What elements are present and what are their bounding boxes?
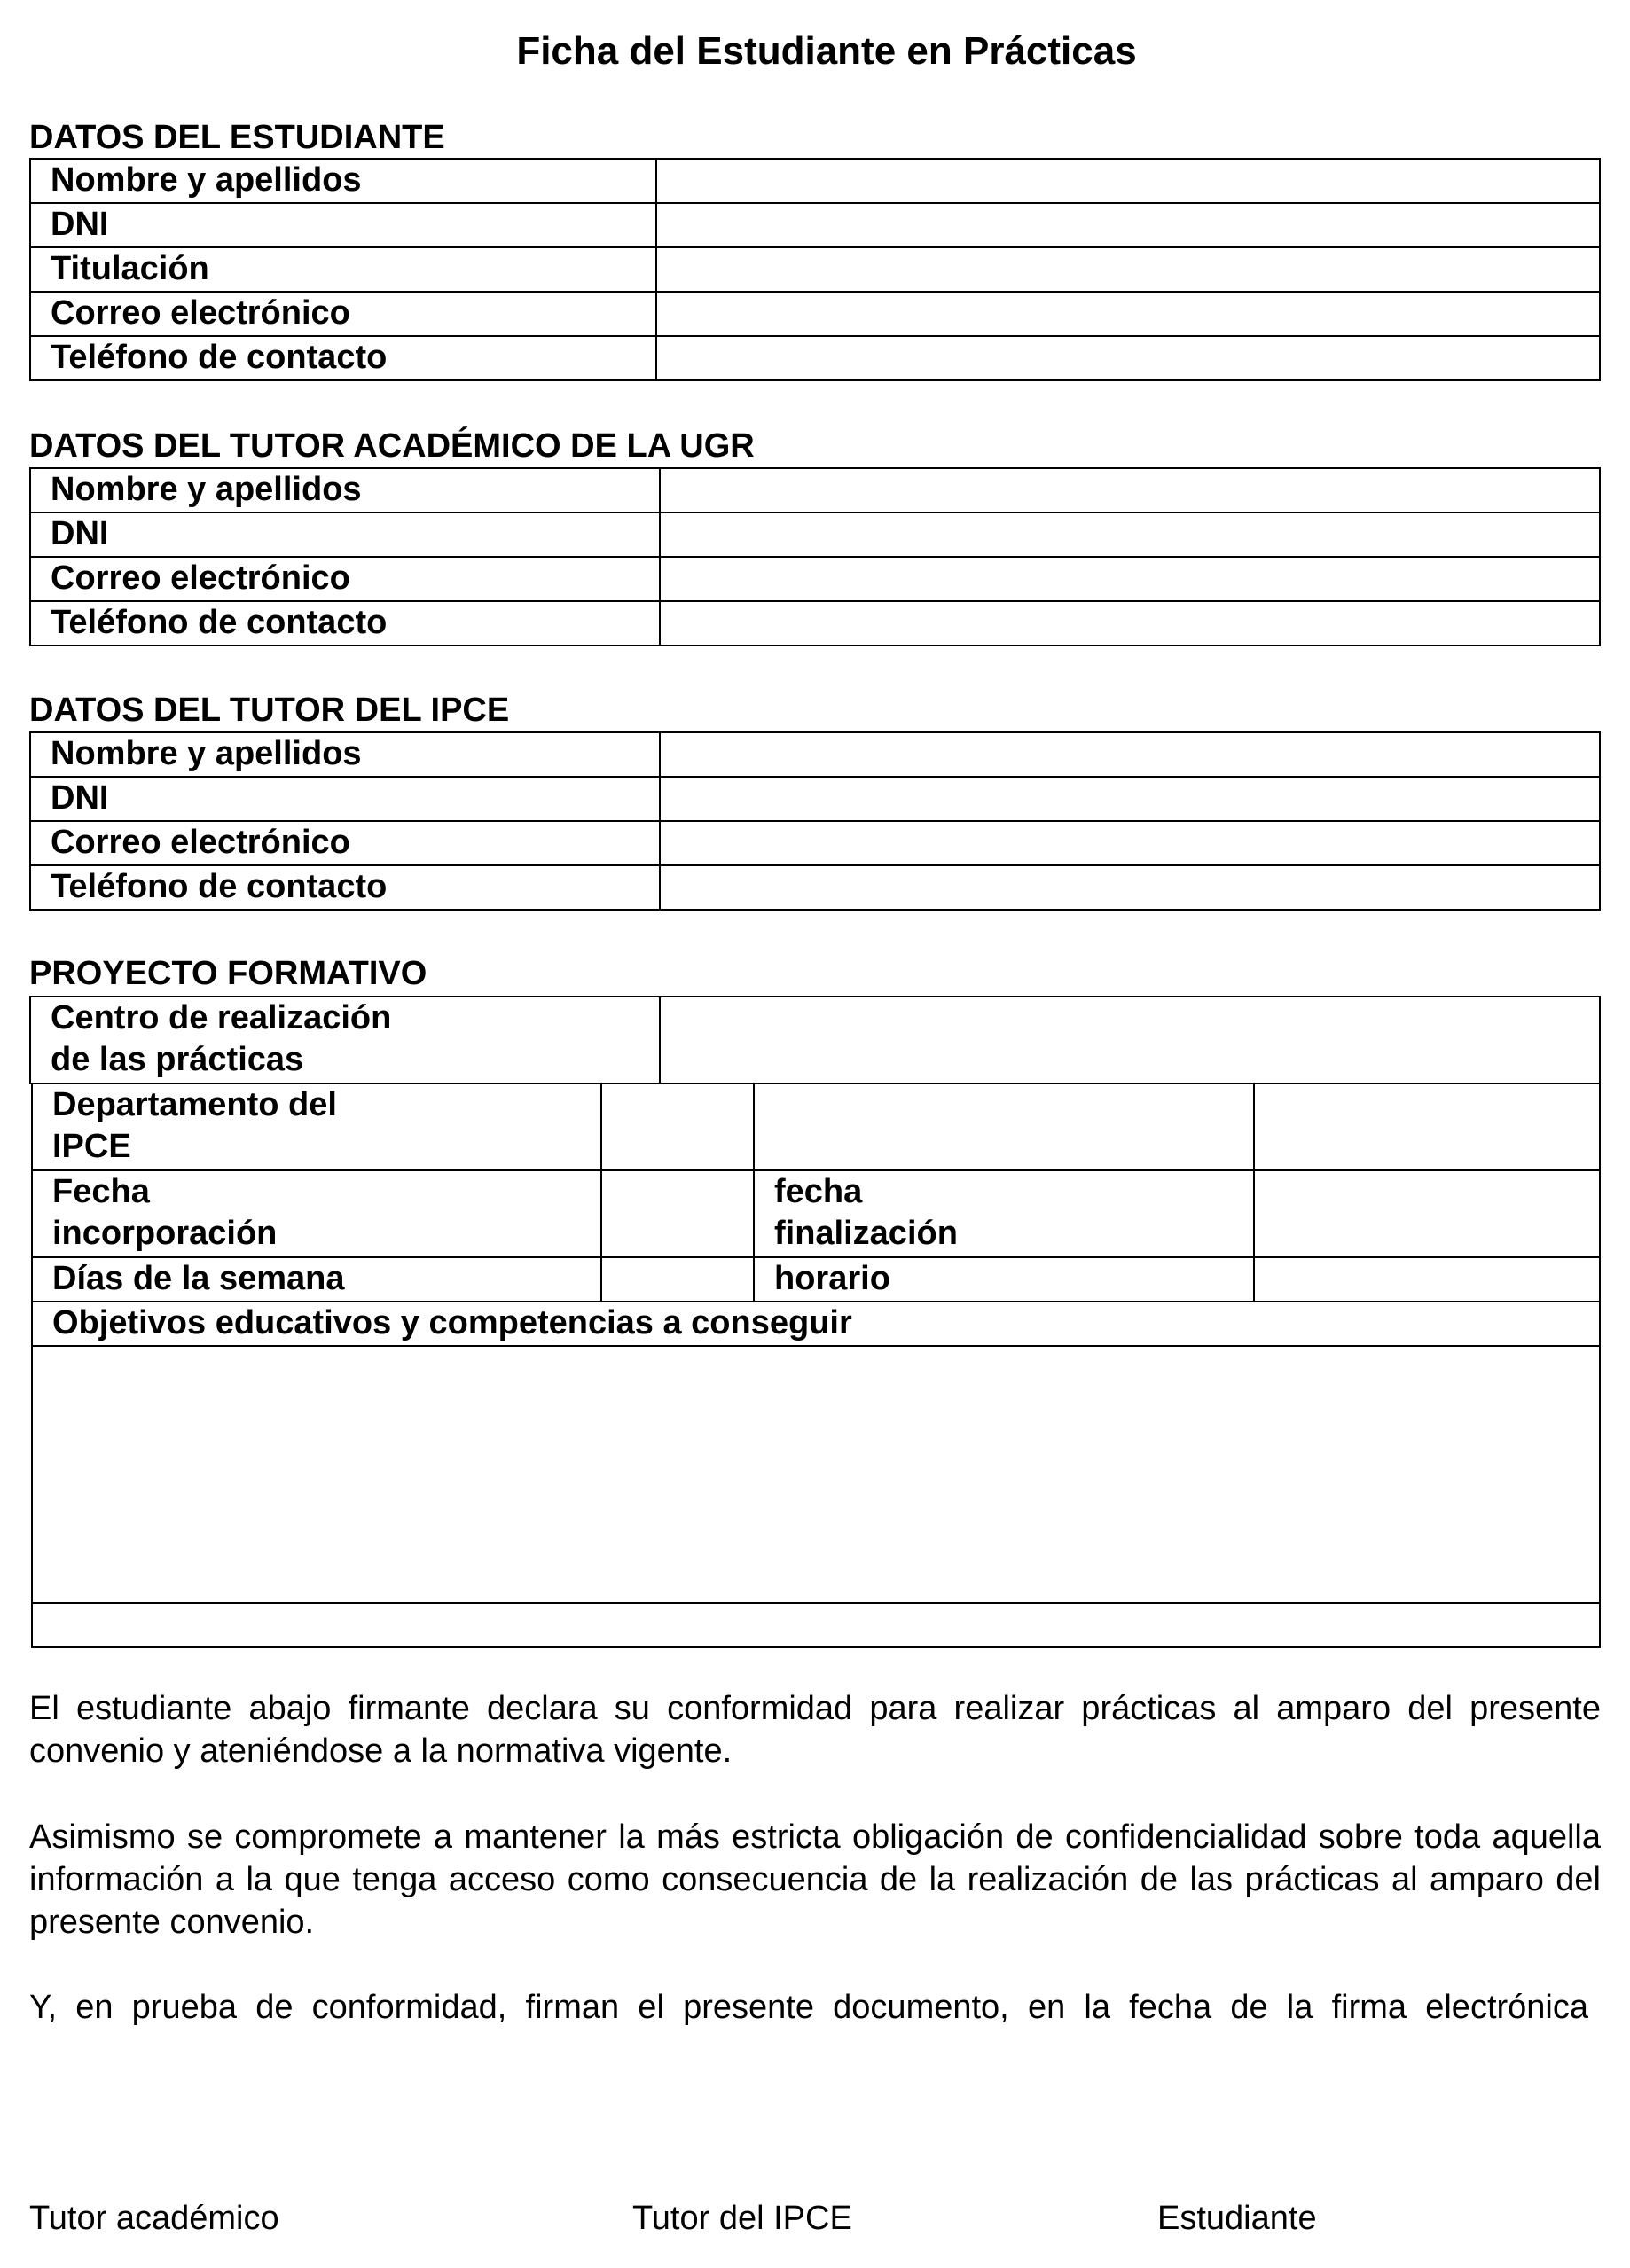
table-proyecto xyxy=(31,1083,1601,1648)
field-departamento-extra[interactable] xyxy=(754,1083,1254,1170)
field-telefono[interactable] xyxy=(660,865,1600,910)
table-tutor-ugr xyxy=(29,467,1601,646)
field-departamento[interactable] xyxy=(601,1083,754,1170)
label-horario: horario xyxy=(754,1257,1254,1302)
field-departamento-extra-2[interactable] xyxy=(1254,1083,1600,1170)
label-departamento-line1: Departamento del xyxy=(52,1086,337,1123)
field-telefono[interactable] xyxy=(660,601,1600,645)
label-correo: Correo electrónico xyxy=(30,292,656,336)
field-dias-semana[interactable] xyxy=(601,1257,754,1302)
label-dni: DNI xyxy=(30,203,656,247)
label-dni: DNI xyxy=(30,777,660,821)
field-nombre[interactable] xyxy=(660,468,1600,512)
label-dni: DNI xyxy=(30,512,660,557)
field-horario[interactable] xyxy=(1254,1257,1600,1302)
label-centro-line2: de las prácticas xyxy=(51,1041,304,1078)
label-centro-line1: Centro de realización xyxy=(51,999,392,1036)
page-title: Ficha del Estudiante en Prácticas xyxy=(516,29,1137,73)
paragraph-firma: Y, en prueba de conformidad, firman el presente documento, en la fecha de la firma electrónica xyxy=(29,1989,1588,2026)
label-centro xyxy=(30,997,660,1083)
label-telefono: Teléfono de contacto xyxy=(30,336,656,380)
label-nombre: Nombre y apellidos xyxy=(30,159,656,203)
field-fecha-incorporacion[interactable] xyxy=(601,1170,754,1257)
field-nombre[interactable] xyxy=(656,159,1600,203)
field-dni[interactable] xyxy=(660,777,1600,821)
field-fecha-finalizacion[interactable] xyxy=(1254,1170,1600,1257)
section-heading-tutor-ipce: DATOS DEL TUTOR DEL IPCE xyxy=(29,692,510,729)
field-dni[interactable] xyxy=(660,512,1600,557)
table-tutor-ipce xyxy=(29,731,1601,911)
field-objetivos-extra[interactable] xyxy=(32,1603,1600,1647)
table-centro xyxy=(29,996,1601,1084)
field-dni[interactable] xyxy=(656,203,1600,247)
label-fecha-incorporacion-line2: incorporación xyxy=(52,1215,278,1252)
label-nombre: Nombre y apellidos xyxy=(30,732,660,777)
label-correo: Correo electrónico xyxy=(30,557,660,601)
paragraph-confidencialidad: Asimismo se compromete a mantener la más estricta obligación de confidencialidad sobre toda aquella información a la que tenga acceso como consecuencia de la realización de las prácticas al amparo del presente convenio. xyxy=(29,1818,1601,1941)
label-correo: Correo electrónico xyxy=(30,821,660,865)
field-telefono[interactable] xyxy=(656,336,1600,380)
label-telefono: Teléfono de contacto xyxy=(30,865,660,910)
label-fecha-incorporacion xyxy=(32,1170,601,1257)
field-correo[interactable] xyxy=(656,292,1600,336)
field-correo[interactable] xyxy=(660,557,1600,601)
label-dias-semana: Días de la semana xyxy=(32,1257,601,1302)
field-centro[interactable] xyxy=(660,997,1600,1083)
label-departamento-line2: IPCE xyxy=(52,1128,131,1165)
signature-estudiante: Estudiante xyxy=(1157,2200,1317,2237)
label-fecha-finalizacion xyxy=(754,1170,1254,1257)
field-nombre[interactable] xyxy=(660,732,1600,777)
signature-tutor-academico: Tutor académico xyxy=(29,2200,279,2237)
field-titulacion[interactable] xyxy=(656,247,1600,292)
field-correo[interactable] xyxy=(660,821,1600,865)
label-objetivos: Objetivos educativos y competencias a conseguir xyxy=(32,1302,1600,1346)
paragraph-conformidad: El estudiante abajo firmante declara su conformidad para realizar prácticas al amparo del presente convenio y ateniéndose a la normativa vigente. xyxy=(29,1690,1601,1770)
label-telefono: Teléfono de contacto xyxy=(30,601,660,645)
table-estudiante xyxy=(29,158,1601,381)
label-fecha-finalizacion-line1: fecha xyxy=(774,1173,863,1210)
label-departamento xyxy=(32,1083,601,1170)
section-heading-tutor-ugr: DATOS DEL TUTOR ACADÉMICO DE LA UGR xyxy=(29,427,755,465)
label-fecha-incorporacion-line1: Fecha xyxy=(52,1173,150,1210)
field-objetivos[interactable] xyxy=(32,1346,1600,1603)
label-nombre: Nombre y apellidos xyxy=(30,468,660,512)
section-heading-estudiante: DATOS DEL ESTUDIANTE xyxy=(29,119,445,156)
section-heading-proyecto: PROYECTO FORMATIVO xyxy=(29,955,427,992)
label-fecha-finalizacion-line2: finalización xyxy=(774,1215,958,1252)
label-titulacion: Titulación xyxy=(30,247,656,292)
signature-tutor-ipce: Tutor del IPCE xyxy=(632,2200,852,2237)
